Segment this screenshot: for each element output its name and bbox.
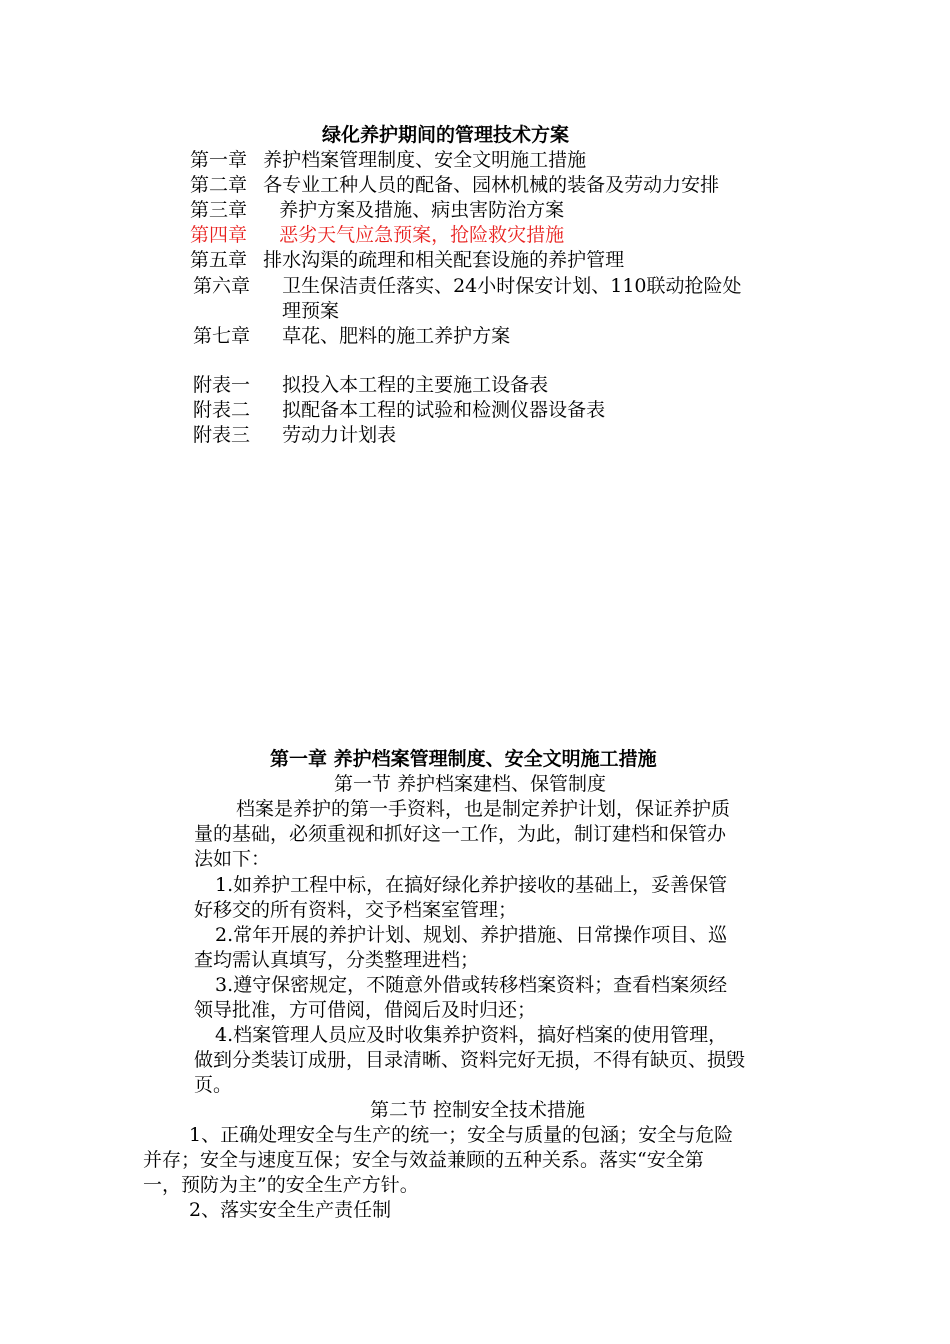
paragraph-line: 并存；安全与速度互保；安全与效益兼顾的五种关系。落实“安全第 <box>143 1149 704 1171</box>
chapter-title: 第一章 养护档案管理制度、安全文明施工措施 <box>270 748 657 770</box>
toc-chapter-text: 草花、肥料的施工养护方案 <box>282 325 511 347</box>
toc-chapter-7[interactable] <box>193 324 510 349</box>
list-item-line: 查均需认真填写，分类整理进档； <box>194 949 480 971</box>
toc-chapter-text: 排水沟渠的疏理和相关配套设施的养护管理 <box>263 249 625 271</box>
list-item-line: 4.档案管理人员应及时收集养护资料，搞好档案的使用管理， <box>215 1024 728 1046</box>
toc-appendix-text: 拟投入本工程的主要施工设备表 <box>282 374 549 396</box>
toc-appendix-3[interactable] <box>193 423 396 448</box>
section-title: 第二节 控制安全技术措施 <box>370 1099 586 1121</box>
paragraph-line: 量的基础，必须重视和抓好这一工作，为此，制订建档和保管办 <box>194 823 727 845</box>
toc-chapter-1[interactable] <box>190 148 586 173</box>
toc-chapter-text: 恶劣天气应急预案，抢险救灾措施 <box>279 224 565 246</box>
toc-chapter-3[interactable] <box>190 198 564 223</box>
list-item-line: 好移交的所有资料，交予档案室管理； <box>194 899 518 921</box>
list-item-line: 页。 <box>194 1074 233 1096</box>
toc-chapter-text: 卫生保洁责任落实、24小时保安计划、110联动抢险处 <box>282 275 742 297</box>
toc-chapter-label: 第四章 <box>190 224 248 246</box>
toc-appendix-label: 附表一 <box>193 374 251 396</box>
toc-title: 绿化养护期间的管理技术方案 <box>322 124 570 146</box>
toc-chapter-text: 各专业工种人员的配备、园林机械的装备及劳动力安排 <box>263 174 720 196</box>
toc-appendix-label: 附表二 <box>193 399 251 421</box>
list-item-line: 3.遵守保密规定，不随意外借或转移档案资料；查看档案须经 <box>215 974 728 996</box>
toc-chapter-2[interactable] <box>190 173 719 198</box>
toc-chapter-label: 第六章 <box>193 275 251 297</box>
list-item-line: 做到分类装订成册，目录清晰、资料完好无损，不得有缺页、损毁 <box>194 1049 746 1071</box>
paragraph-line: 法如下： <box>194 848 271 870</box>
toc-chapter-4[interactable] <box>190 223 564 248</box>
toc-appendix-label: 附表三 <box>193 424 251 446</box>
list-item-line: 2.常年开展的养护计划、规划、养护措施、日常操作项目、巡 <box>215 924 728 946</box>
paragraph-line: 一，预防为主”的安全生产方针。 <box>143 1174 419 1196</box>
toc-appendix-2[interactable] <box>193 398 605 423</box>
toc-chapter-5[interactable] <box>190 248 624 273</box>
paragraph-line: 2、落实安全生产责任制 <box>189 1199 392 1221</box>
paragraph-line: 1、正确处理安全与生产的统一；安全与质量的包涵；安全与危险 <box>189 1124 734 1146</box>
toc-chapter-text: 养护档案管理制度、安全文明施工措施 <box>263 149 587 171</box>
section-title: 第一节 养护档案建档、保管制度 <box>334 773 607 795</box>
toc-chapter-6-continued: 理预案 <box>282 300 340 322</box>
toc-appendix-text: 拟配备本工程的试验和检测仪器设备表 <box>282 399 606 421</box>
list-item-line: 1.如养护工程中标，在搞好绿化养护接收的基础上，妥善保管 <box>215 874 728 896</box>
toc-chapter-label: 第二章 <box>190 174 248 196</box>
toc-chapter-label: 第三章 <box>190 199 248 221</box>
toc-chapter-label: 第五章 <box>190 249 248 271</box>
list-item-line: 领导批准，方可借阅，借阅后及时归还； <box>194 999 537 1021</box>
toc-chapter-text: 养护方案及措施、病虫害防治方案 <box>279 199 565 221</box>
toc-chapter-label: 第七章 <box>193 325 251 347</box>
paragraph-line: 档案是养护的第一手资料，也是制定养护计划，保证养护质 <box>236 798 731 820</box>
toc-appendix-1[interactable] <box>193 373 548 398</box>
toc-chapter-label: 第一章 <box>190 149 248 171</box>
toc-appendix-text: 劳动力计划表 <box>282 424 397 446</box>
toc-chapter-6[interactable] <box>193 274 742 299</box>
